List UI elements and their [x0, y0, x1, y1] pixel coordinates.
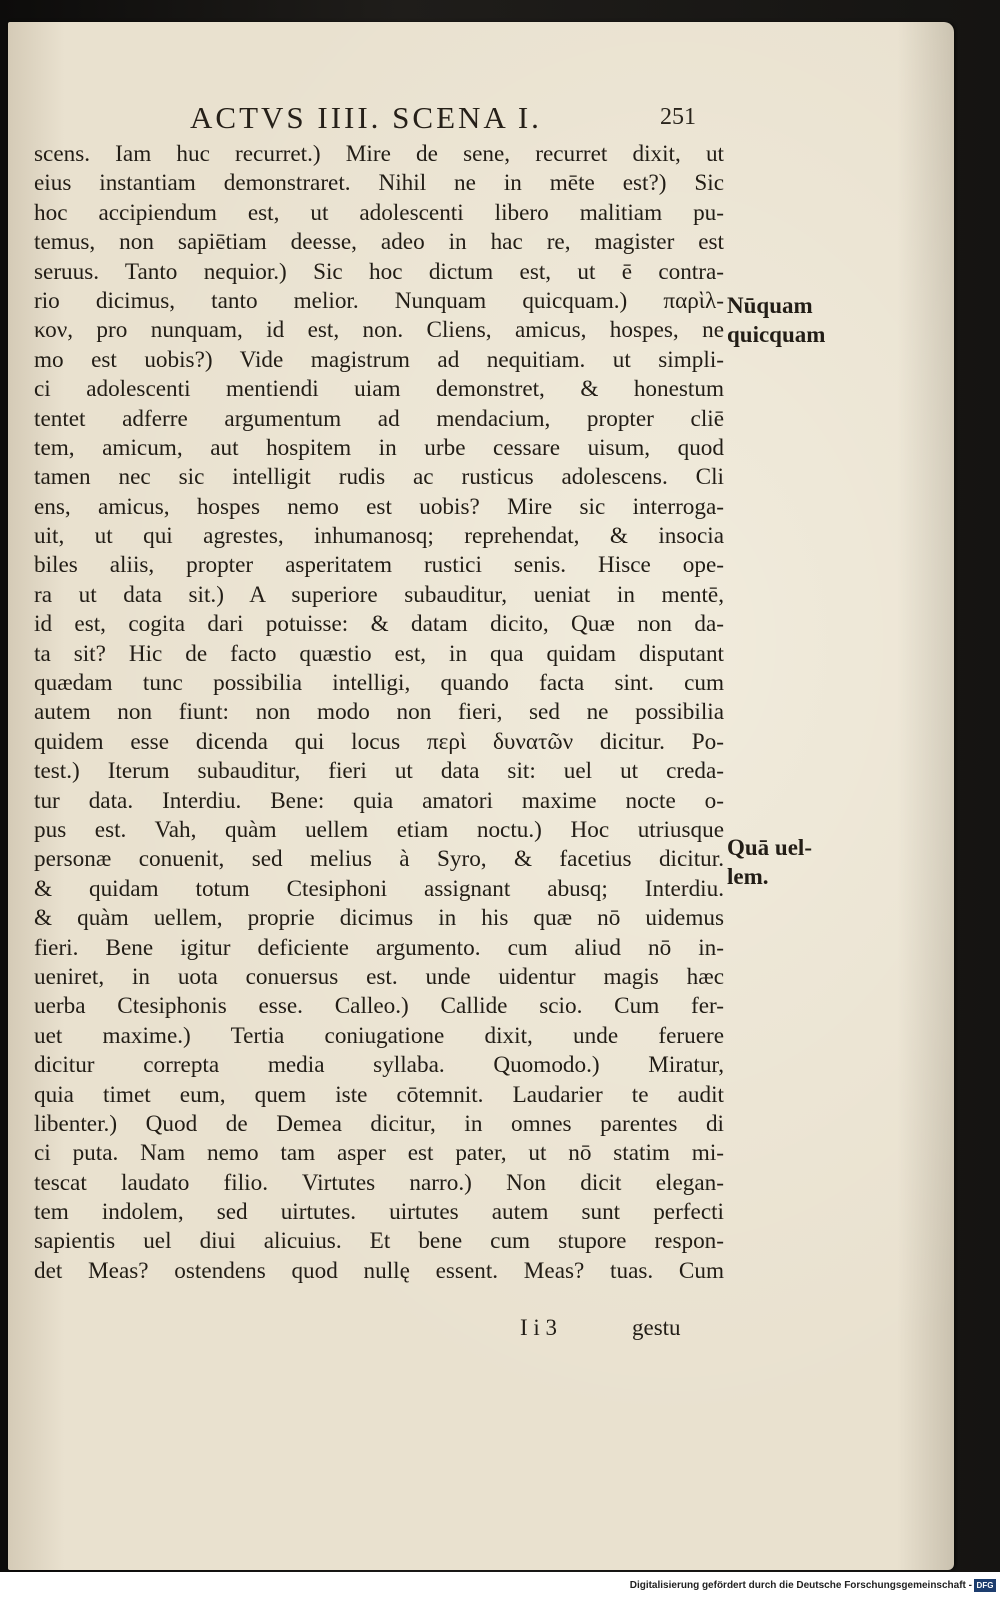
text-line: seruus. Tanto nequior.) Sic hoc dictum est, ut ē contra- [34, 258, 724, 285]
text-line: ta sit? Hic de facto quæstio est, in qua quidam disputant [34, 640, 724, 667]
marginal-note-line: Quā uel- [727, 835, 812, 860]
text-line: scens. Iam huc recurret.) Mire de sene, recurret dixit, ut [34, 141, 724, 167]
text-line: hoc accipiendum est, ut adolescenti libero malitiam pu- [34, 199, 724, 226]
text-line: mo est uobis?) Vide magistrum ad nequitiam. ut simpli- [34, 346, 724, 373]
text-line: ueniret, in uota conuersus est. unde uidentur magis hæc [34, 963, 724, 990]
marginal-note-line: Nūquam [727, 293, 813, 318]
running-head: ACTVS IIII. SCENA I. [190, 100, 542, 135]
text-line: ra ut data sit.) A superiore subauditur, ueniat in mentē, [34, 581, 724, 608]
text-line: dicitur correpta media syllaba. Quomodo.) Miratur, [34, 1052, 724, 1079]
text-line: ci adolescenti mentiendi uiam demonstret, & honestum [34, 376, 724, 403]
text-line: tamen nec sic intelligit rudis ac rusticus adolescens. Cli [34, 464, 724, 491]
text-line: κον, pro nunquam, id est, non. Cliens, amicus, hospes, ne [34, 317, 724, 344]
text-line: id est, cogita dari potuisse: & datam dicito, Quæ non da- [34, 611, 724, 638]
text-line: tescat laudato filio. Virtutes narro.) Non dicit elegan- [34, 1169, 724, 1196]
text-line: & quàm uellem, proprie dicimus in his quæ nō uidemus [34, 905, 724, 932]
text-line: quia timet eum, quem iste cōtemnit. Laudarier te audit [34, 1081, 724, 1108]
text-line: temus, non sapiētiam deesse, adeo in hac re, magister est [34, 229, 724, 256]
text-line: autem non fiunt: non modo non fieri, sed ne possibilia [34, 699, 724, 726]
signature-mark: I i 3 [520, 1315, 558, 1340]
text-line: ci puta. Nam nemo tam asper est pater, ut nō statim mi- [34, 1140, 724, 1167]
text-line: personæ conuenit, sed melius à Syro, & facetius dicitur. [34, 846, 724, 873]
text-line: tem indolem, sed uirtutes. uirtutes autem sunt perfecti [34, 1199, 724, 1226]
dfg-logo-icon: DFG [974, 1579, 996, 1592]
footer-bar [0, 1572, 1000, 1601]
text-line: & quidam totum Ctesiphoni assignant abusq; Interdiu. [34, 875, 724, 902]
marginal-note-nunquam [727, 291, 867, 349]
marginal-note-line: lem. [727, 864, 769, 889]
text-line: biles aliis, propter asperitatem rustici senis. Hisce ope- [34, 552, 724, 579]
marginal-note-qua-uellem [727, 833, 867, 891]
text-line: ens, amicus, hospes nemo est uobis? Mire sic interroga- [34, 493, 724, 520]
page-number: 251 [660, 104, 696, 130]
text-line: tem, amicum, aut hospitem in urbe cessare uisum, quod [34, 434, 724, 461]
text-line: uit, ut qui agrestes, inhumanosq; reprehendat, & insocia [34, 523, 724, 550]
text-line: uet maxime.) Tertia coniugatione dixit, unde feruere [34, 1022, 724, 1049]
funding-credit: Digitalisierung gefördert durch die Deutsche Forschungsgemeinschaft - [629, 1580, 972, 1591]
text-line: det Meas? ostendens quod nullę essent. Meas? tuas. Cum [34, 1257, 724, 1284]
text-line: pus est. Vah, quàm uellem etiam noctu.) Hoc utriusque [34, 816, 724, 843]
text-line: sapientis uel diui alicuius. Et bene cum stupore respon- [34, 1228, 724, 1255]
text-line: quædam tunc possibilia intelligi, quando facta sint. cum [34, 670, 724, 697]
text-line: quidem esse dicenda qui locus περὶ δυνατῶν dicitur. Po- [34, 728, 724, 755]
text-line: rio dicimus, tanto melior. Nunquam quicquam.) παρὶλ- [34, 287, 724, 314]
body-text [34, 140, 724, 1286]
text-line: tentet adferre argumentum ad mendacium, propter cliē [34, 405, 724, 432]
text-line: tur data. Interdiu. Bene: quia amatori maxime nocte o- [34, 787, 724, 814]
catchword: gestu [632, 1315, 681, 1340]
text-line: fieri. Bene igitur deficiente argumento. cum aliud nō in- [34, 934, 724, 961]
text-line: uerba Ctesiphonis esse. Calleo.) Callide scio. Cum fer- [34, 993, 724, 1020]
marginal-note-line: quicquam [727, 322, 826, 347]
text-line: libenter.) Quod de Demea dicitur, in omnes parentes di [34, 1110, 724, 1137]
text-line: test.) Iterum subauditur, fieri ut data sit: uel ut creda- [34, 758, 724, 785]
text-line: eius instantiam demonstraret. Nihil ne in mēte est?) Sic [34, 170, 724, 197]
